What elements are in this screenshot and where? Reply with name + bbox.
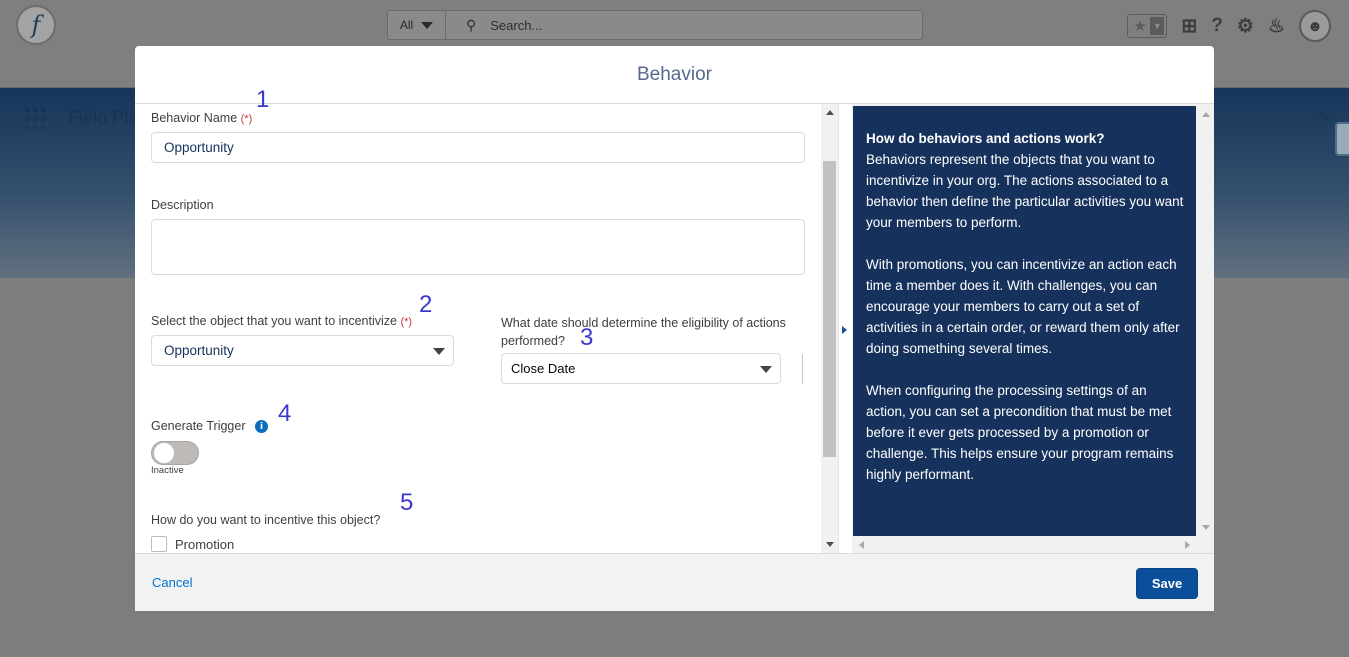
help-panel-toggle[interactable] [838,104,852,553]
add-icon[interactable]: ⊞ [1181,15,1198,37]
annotation-2: 2 [419,291,433,318]
search-input[interactable]: Search... [490,17,543,33]
behavior-name-input[interactable] [151,132,805,163]
incentive-label: How do you want to incentive this object? [151,513,381,527]
bell-icon[interactable]: ♨ [1267,15,1285,37]
help-horizontal-scrollbar[interactable] [853,536,1196,553]
annotation-3: 3 [580,324,594,351]
search-scope-label: All [399,18,414,32]
global-header [0,0,1349,50]
field-divider [802,354,803,384]
chevron-right-icon [842,326,847,334]
cancel-button[interactable]: Cancel [152,575,193,590]
annotation-5: 5 [400,489,414,516]
chevron-down-icon: ▼ [1150,17,1164,35]
annotation-4: 4 [278,400,292,427]
scrollbar-thumb[interactable] [823,161,836,457]
promotion-option-label: Promotion [175,537,235,552]
scroll-down-icon[interactable] [1202,525,1210,530]
help-paragraph-1: Behaviors represent the objects that you want to incentivize in your org. The actions associated to a behavior then define the particular activities you want your members to perform. [866,152,1184,230]
required-marker: (*) [240,113,253,125]
object-label [151,314,412,328]
scroll-down-icon[interactable] [826,542,834,547]
required-marker: (*) [400,316,413,328]
eligibility-date-select[interactable] [501,353,781,384]
generate-trigger-toggle[interactable] [151,441,199,465]
favorites-button[interactable] [1127,14,1167,38]
promotion-checkbox[interactable] [151,536,167,552]
behavior-name-label-text: Behavior Name [151,111,238,125]
generate-trigger-label: Generate Trigger [151,419,246,433]
form-scrollbar[interactable] [821,104,838,553]
description-label: Description [151,198,214,212]
global-search[interactable] [387,10,923,40]
object-label-text: Select the object that you want to incentivize [151,314,397,328]
scroll-right-icon[interactable] [1185,541,1190,549]
star-icon: ★ [1133,18,1147,35]
modal-body [135,86,1214,553]
behavior-name-label [151,111,252,125]
scroll-up-icon[interactable] [826,110,834,115]
eligibility-date-value: Close Date [511,361,576,376]
eligibility-date-label: What date should determine the eligibility of actions performed? [501,316,786,348]
annotation-1: 1 [256,86,270,113]
app-logo[interactable]: f [16,5,56,45]
toggle-state-label: Inactive [151,465,184,476]
avatar[interactable]: ☻ [1299,10,1331,42]
save-button[interactable]: Save [1136,568,1198,599]
toggle-knob [154,443,174,463]
side-panel-tab[interactable] [1335,122,1349,156]
header-tools [1127,10,1331,42]
chevron-down-icon [760,366,772,373]
help-title: How do behaviors and actions work? [866,131,1105,146]
form-pane [135,86,840,553]
help-content [853,106,1196,536]
behavior-modal [135,46,1214,611]
description-textarea[interactable] [151,219,805,275]
search-scope-dropdown[interactable] [388,11,446,39]
help-pane [852,104,1214,553]
modal-header [135,46,1214,104]
scroll-up-icon[interactable] [1202,112,1210,117]
chevron-down-icon [421,22,433,29]
modal-title: Behavior [637,63,712,85]
gear-icon[interactable]: ⚙ [1236,15,1254,37]
behavior-name-value: Opportunity [164,140,234,155]
object-select[interactable] [151,335,454,366]
scroll-left-icon[interactable] [859,541,864,549]
help-paragraph-2: With promotions, you can incentivize an action each time a member does it. With challenges, you can encourage your members to carry out a set of activities in a certain order, or reward them only after doing something several times. [866,257,1180,356]
object-select-value: Opportunity [164,343,234,358]
chevron-down-icon [433,348,445,355]
modal-footer [135,553,1214,611]
help-scrollbar[interactable] [1197,106,1214,536]
help-paragraph-3: When configuring the processing settings of an action, you can set a precondition that must be met before it ever gets processed by a promotion or challenge. This helps ensure your program remains highly performant. [866,383,1174,482]
help-icon[interactable]: ? [1211,15,1223,36]
info-icon[interactable]: i [255,420,268,433]
search-icon: ⚲ [466,16,477,33]
